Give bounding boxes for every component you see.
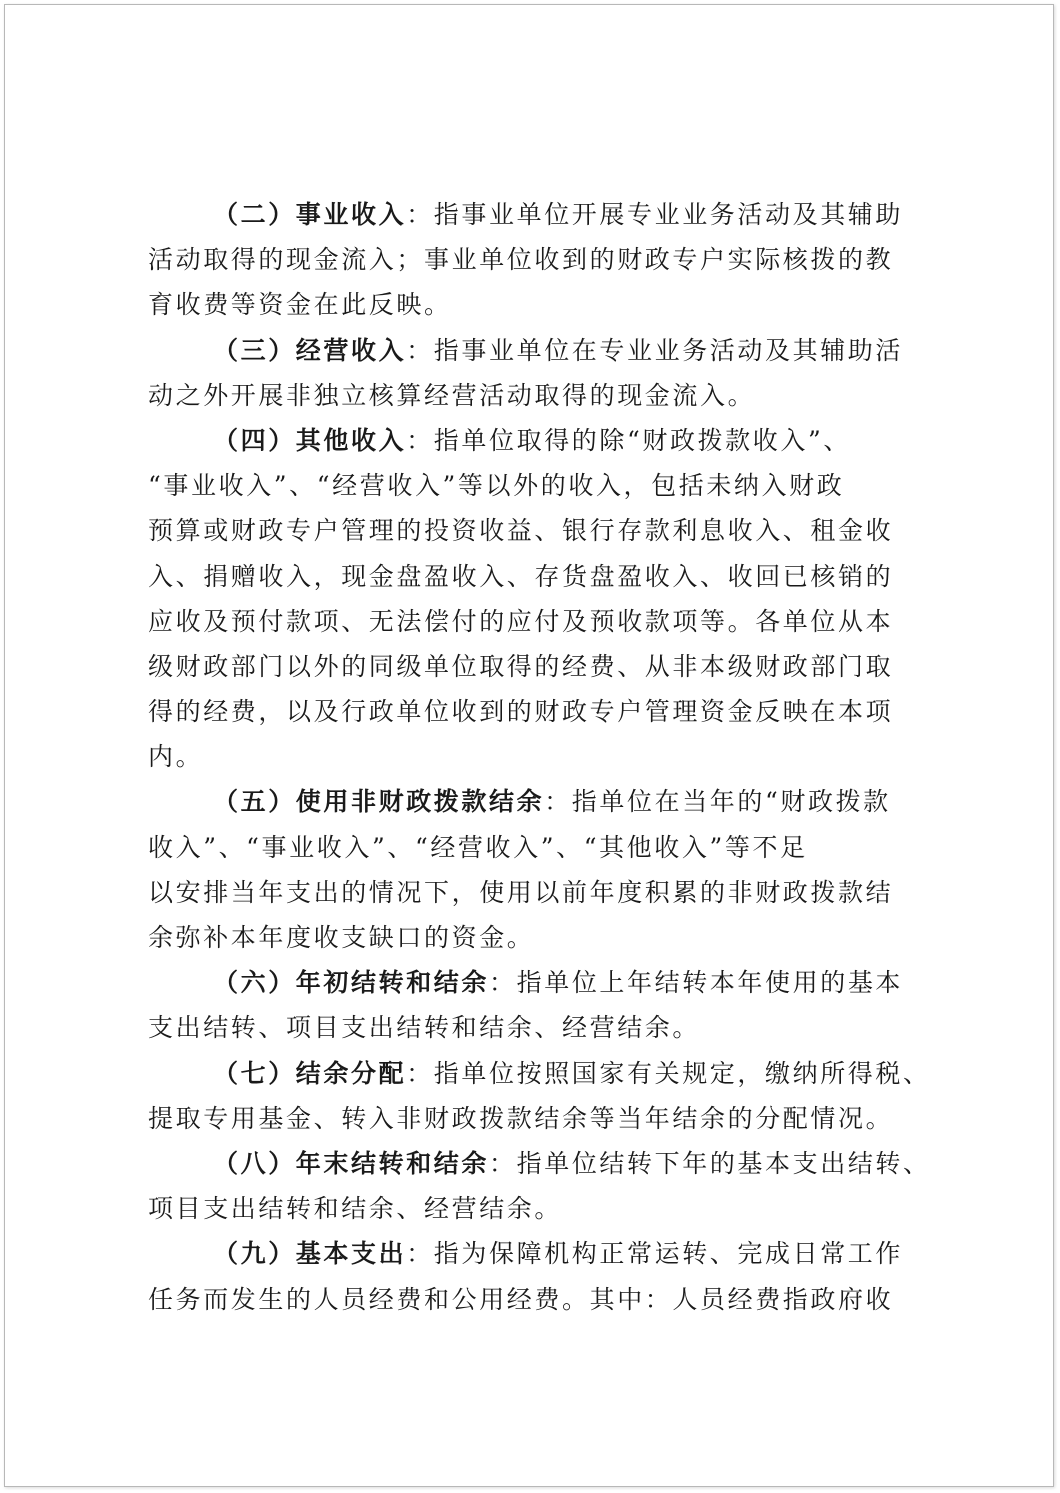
paragraph-line: 提取专用基金、转入非财政拨款结余等当年结余的分配情况。: [148, 1103, 894, 1133]
paragraph-line: “事业收入”、“经营收入”等以外的收入，包括未纳入财政: [148, 471, 845, 501]
paragraph-line: 收入”、“事业收入”、“经营收入”、“其他收入”等不足: [148, 832, 808, 862]
paragraph-line: [148, 779, 948, 824]
paragraph-other-income: [148, 418, 948, 780]
paragraph-line: [148, 192, 948, 237]
line-text: ：指为保障机构正常运转、完成日常工作: [406, 1239, 904, 1269]
paragraph-line: [148, 960, 948, 1005]
paragraph-line: 入、捐赠收入，现金盘盈收入、存货盘盈收入、收回已核销的: [148, 561, 894, 591]
paragraph-opening-balance: [148, 960, 948, 1050]
paragraph-line: 动之外开展非独立核算经营活动取得的现金流入。: [148, 380, 756, 410]
paragraph-closing-balance: [148, 1141, 948, 1231]
paragraph-line: 活动取得的现金流入；事业单位收到的财政专户实际核拨的教: [148, 245, 894, 275]
line-text: ：指单位在当年的“财政拨款: [544, 787, 891, 817]
term-heading: （四）其他收入: [213, 425, 407, 455]
paragraph-line: 以安排当年支出的情况下，使用以前年度积累的非财政拨款结: [148, 877, 894, 907]
paragraph-operating-income: [148, 328, 948, 418]
paragraph-line: 预算或财政专户管理的投资收益、银行存款利息收入、租金收: [148, 516, 894, 546]
term-heading: （八）年末结转和结余: [213, 1148, 490, 1178]
paragraph-line: [148, 1051, 948, 1096]
paragraph-line: [148, 328, 948, 373]
line-text: ：指单位上年结转本年使用的基本: [489, 968, 904, 998]
term-heading: （九）基本支出: [213, 1239, 407, 1269]
paragraph-line: 内。: [148, 742, 204, 772]
paragraph-basic-expenditure: [148, 1231, 948, 1321]
term-heading: （七）结余分配: [213, 1058, 407, 1088]
paragraph-non-fiscal-surplus: [148, 779, 948, 960]
term-heading: （六）年初结转和结余: [213, 968, 490, 998]
term-heading: （五）使用非财政拨款结余: [213, 787, 545, 817]
line-text: ：指单位取得的除“财政拨款收入”、: [406, 425, 851, 455]
paragraph-line: 任务而发生的人员经费和公用经费。其中：人员经费指政府收: [148, 1284, 894, 1314]
term-heading: （三）经营收入: [213, 335, 407, 365]
line-text: ：指单位结转下年的基本支出结转、: [489, 1148, 931, 1178]
paragraph-line: 项目支出结转和结余、经营结余。: [148, 1194, 563, 1224]
paragraph-line: 育收费等资金在此反映。: [148, 290, 452, 320]
paragraph-line: [148, 418, 948, 463]
paragraph-line: 级财政部门以外的同级单位取得的经费、从非本级财政部门取: [148, 651, 894, 681]
document-body: [148, 192, 948, 1322]
paragraph-line: [148, 1141, 948, 1186]
term-heading: （二）事业收入: [213, 200, 407, 229]
paragraph-line: 应收及预付款项、无法偿付的应付及预收款项等。各单位从本: [148, 606, 894, 636]
line-text: ：指事业单位开展专业业务活动及其辅助: [406, 200, 904, 229]
line-text: ：指事业单位在专业业务活动及其辅助活: [406, 335, 904, 365]
paragraph-surplus-distribution: [148, 1051, 948, 1141]
paragraph-career-income: [148, 192, 948, 328]
paragraph-line: 余弥补本年度收支缺口的资金。: [148, 923, 535, 952]
paragraph-line: 支出结转、项目支出结转和结余、经营结余。: [148, 1013, 701, 1043]
paragraph-line: [148, 1231, 948, 1276]
line-text: ：指单位按照国家有关规定，缴纳所得税、: [406, 1058, 931, 1088]
paragraph-line: 得的经费，以及行政单位收到的财政专户管理资金反映在本项: [148, 697, 894, 727]
